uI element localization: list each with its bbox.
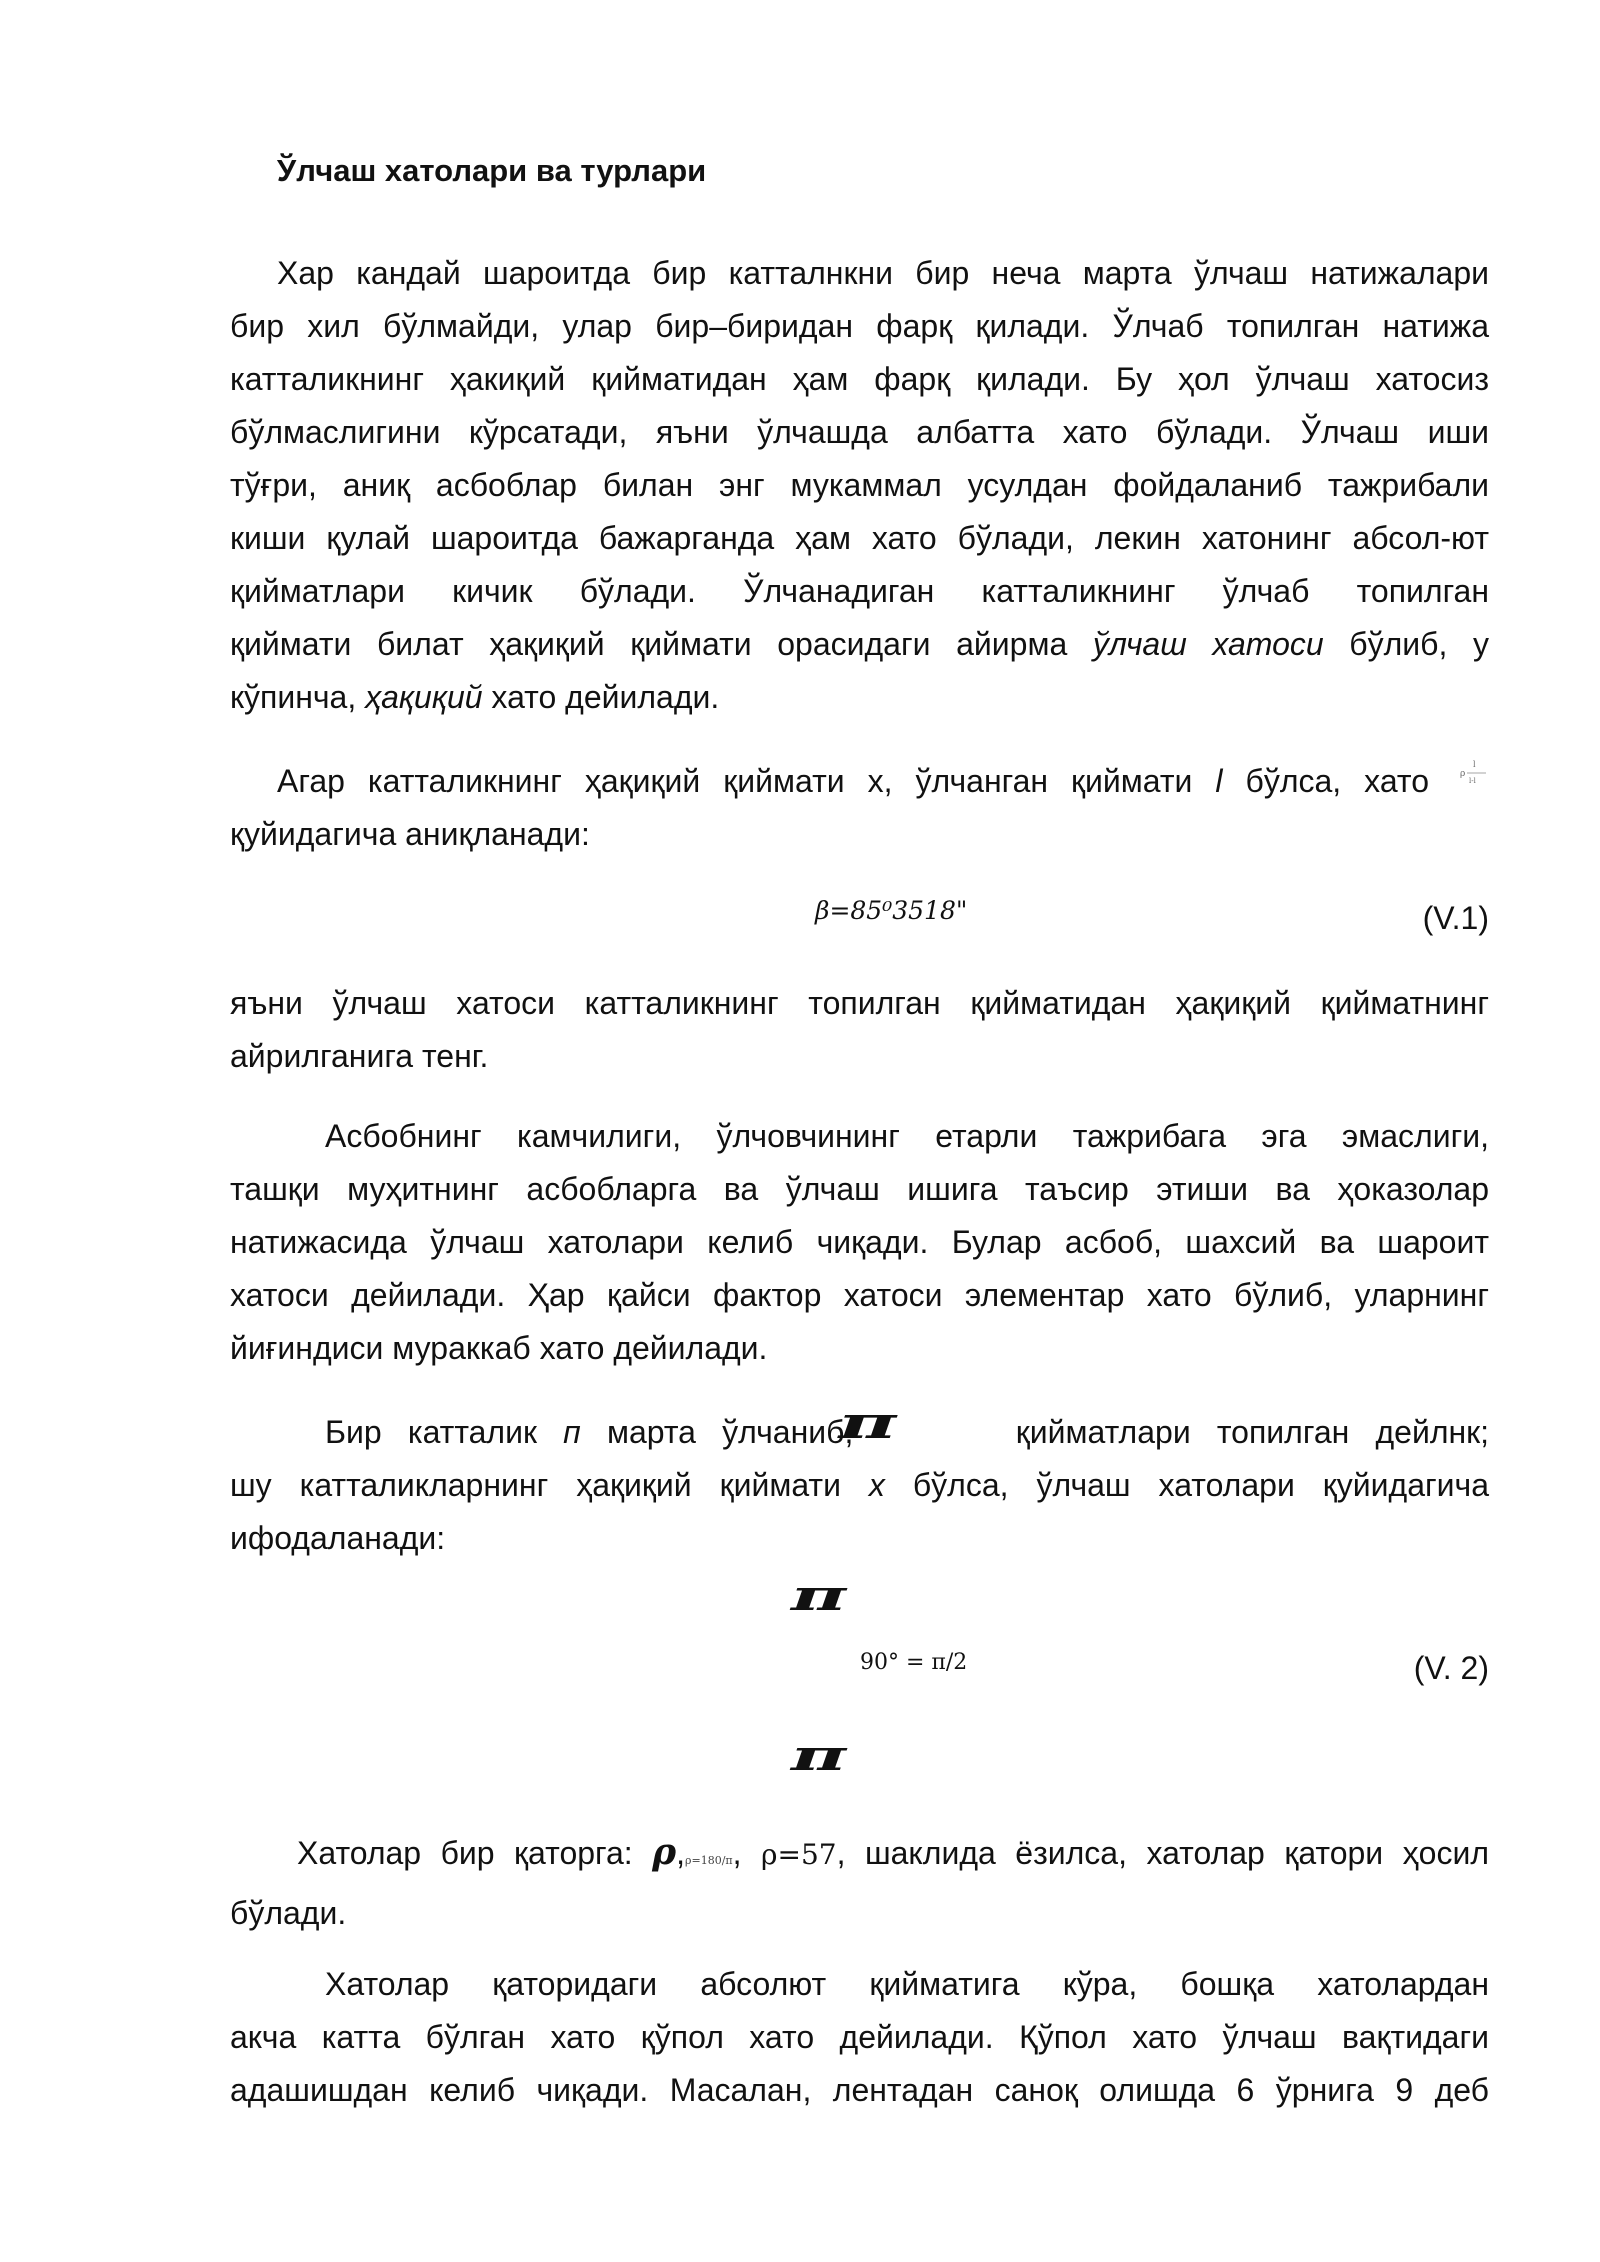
text-line: Хар кандай шароитда бир катталнкни бир неча марта ўлчаш натижалари xyxy=(277,255,1489,291)
text-span: бўлса, хато xyxy=(1222,763,1430,799)
text-line: киши қулай шароитда бажарганда ҳам хато бўлади, лекин хатонинг абсол-ют xyxy=(230,520,1489,556)
text-line: адашишдан келиб чиқади. Масалан, лентадан саноқ олишда 6 ўрнига 9 деб xyxy=(230,2072,1489,2108)
text-line: Асбобнинг камчилиги, ўлчовчининг етарли тажрибага эга эмаслиги, xyxy=(325,1118,1489,1154)
text-line xyxy=(230,618,1489,671)
italic-term: ўлчаш хатоси xyxy=(1092,626,1324,662)
text-line: натижасида ўлчаш хатолари келиб чиқади. Булар асбоб, шахсий ва шароит xyxy=(230,1224,1489,1260)
text-line: қийматлари кичик бўлади. Ўлчанадиган катталикнинг ўлчаб топилган xyxy=(230,573,1489,609)
paragraph-7 xyxy=(230,1958,1489,2117)
rho-57: ρ=57 xyxy=(761,1838,837,1871)
text-line: яъни ўлчаш хатоси катталикнинг топилган қийматидан ҳақиқий қийматнинг xyxy=(230,985,1489,1021)
text-span: марта ўлчаниб, xyxy=(580,1414,854,1450)
text-span: , xyxy=(676,1835,686,1871)
text-line: бўлади. xyxy=(230,1895,347,1931)
pi-symbol: π xyxy=(790,1731,832,1780)
paragraph-2 xyxy=(230,755,1489,861)
text-line: бўлмаслигини кўрсатади, яъни ўлчашда албатта хато бўлади. Ўлчаш иши xyxy=(230,414,1489,450)
text-line: айрилганига тенг. xyxy=(230,1038,489,1074)
text-line: Хатолар қаторидаги абсолют қийматига кўра, бошқа хатолардан xyxy=(325,1966,1489,2002)
text-line xyxy=(230,671,1489,724)
pi-symbol: π xyxy=(790,1571,832,1620)
text-span: Хатолар бир қаторга: xyxy=(297,1835,653,1871)
text-line: катталикнинг ҳакиқий қийматидан ҳам фарқ қилади. Бу ҳол ўлчаш хатосиз xyxy=(230,361,1489,397)
paragraph-6 xyxy=(230,1826,1489,1940)
paragraph-1 xyxy=(230,247,1489,724)
text-span: бўлиб, у xyxy=(1323,626,1490,662)
pi-inline-1 xyxy=(838,1398,882,1449)
text-line: қуйидагича аниқланади: xyxy=(230,816,590,852)
formula-v1: β=85⁰3518" xyxy=(815,896,968,925)
equation-number-v1: (V.1) xyxy=(1422,900,1489,936)
italic-term: ҳақиқий xyxy=(365,679,483,715)
text-span: қиймати билат ҳақиқий қиймати орасидаги айирма xyxy=(230,626,1093,662)
text-span: шу катталикларнинг ҳақиқий қиймати xyxy=(230,1467,869,1503)
formula-v2: 90° = π/2 xyxy=(860,1650,968,1675)
rho-symbol: ρ xyxy=(652,1831,677,1873)
text-span: кўпинча, xyxy=(230,679,366,715)
equation-number-v2: (V. 2) xyxy=(1413,1650,1489,1686)
pi-symbol: π xyxy=(838,1398,882,1449)
paragraph-3 xyxy=(230,977,1489,1083)
italic-variable: п xyxy=(563,1414,581,1450)
text-line: ташқи муҳитнинг асбобларга ва ўлчаш ишига таъсир этиши ва ҳоказолар xyxy=(230,1171,1489,1207)
text-span: хато дейилади. xyxy=(482,679,720,715)
text-line: тўғри, аниқ асбоблар билан энг мукаммал усулдан фойдаланиб тажрибали xyxy=(230,467,1489,503)
small-formula-image xyxy=(1458,752,1490,792)
paragraph-4 xyxy=(230,1110,1489,1375)
text-span: , шаклида ёзилса, хатолар қатори ҳосил xyxy=(836,1835,1490,1871)
pi-block-bottom xyxy=(790,1731,832,1780)
text-line: акча катта бўлган хато қўпол хато дейилади. Қўпол хато ўлчаш вақтидаги xyxy=(230,2019,1489,2055)
text-span: Агар катталикнинг ҳақиқий қиймати х, ўлчанган қиймати xyxy=(277,763,1216,799)
svg-text:ρ: ρ xyxy=(1460,769,1466,779)
section-heading: Ўлчаш хатолари ва турлари xyxy=(277,153,707,188)
text-line xyxy=(230,1459,1489,1512)
text-span: бўлса, ўлчаш хатолари қуйидагича xyxy=(884,1467,1489,1503)
text-line: бир хил бўлмайди, улар бир–биридан фарқ қилади. Ўлчаб топилган натижа xyxy=(230,308,1489,344)
text-line: хатоси дейилади. Ҳар қайси фактор хатоси элементар хато бўлиб, уларнинг xyxy=(230,1277,1489,1313)
text-line xyxy=(230,755,1489,808)
italic-variable: х xyxy=(868,1467,885,1503)
italic-variable: l xyxy=(1215,763,1223,799)
svg-text:l: l xyxy=(1473,760,1476,769)
pi-block-top xyxy=(790,1571,832,1620)
text-span: қийматлари топилган дейлнк; xyxy=(1015,1414,1490,1450)
text-line xyxy=(230,1826,1489,1887)
text-line: йиғиндиси мураккаб хато дейилади. xyxy=(230,1330,768,1366)
text-span: Бир катталик xyxy=(325,1414,564,1450)
text-line: ифодаланади: xyxy=(230,1520,446,1556)
fraction-glyph xyxy=(1458,752,1490,792)
svg-text:l-l: l-l xyxy=(1469,777,1476,785)
text-span: , xyxy=(732,1835,742,1871)
small-fraction: ρ=180/π xyxy=(685,1854,733,1867)
